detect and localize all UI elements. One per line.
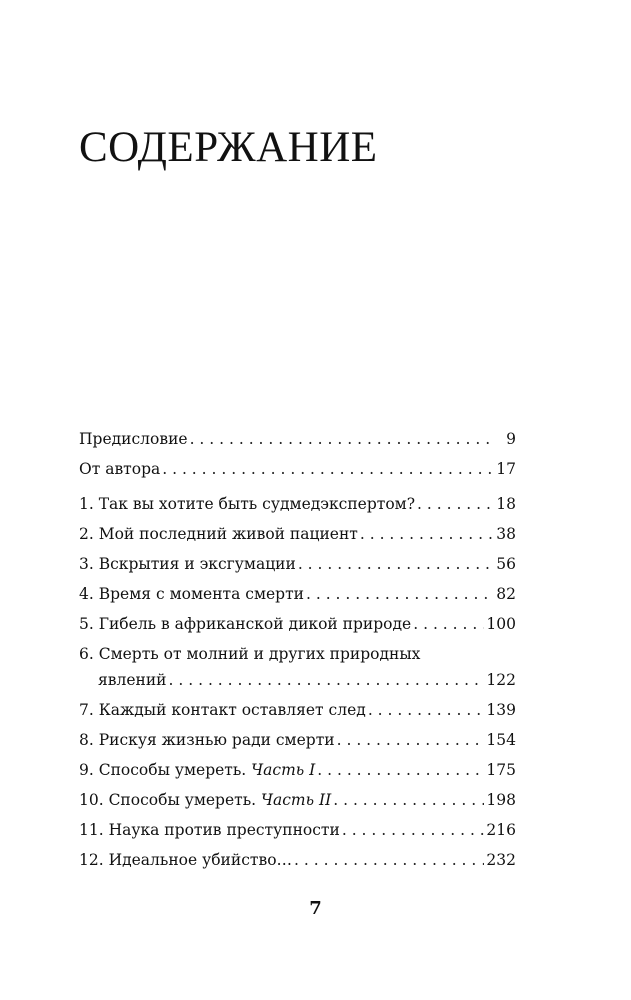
dot-leader [298, 549, 494, 579]
dot-leader [333, 785, 484, 815]
toc-entry-title: 12. Идеальное убийство… [79, 851, 293, 869]
toc-entry-title-italic: Часть I [251, 761, 316, 779]
dot-leader [306, 579, 494, 609]
toc-entry-title: 7. Каждый контакт оставляет след [79, 701, 366, 719]
toc-entry-from-author[interactable] [79, 454, 516, 484]
page-title: СОДЕРЖАНИЕ [79, 124, 378, 171]
toc-entry-chapter-3[interactable] [79, 549, 516, 579]
toc-entry-page: 198 [486, 791, 516, 809]
toc-entry-page: 82 [496, 585, 516, 603]
toc-entry-title: 2. Мой последний живой пациент [79, 525, 358, 543]
dot-leader [169, 665, 485, 695]
toc-entry-preface[interactable] [79, 424, 516, 454]
dot-leader [417, 489, 494, 519]
toc-entry-page: 18 [496, 495, 516, 513]
toc-entry-chapter-5[interactable] [79, 609, 516, 639]
toc-entry-title: 4. Время с момента смерти [79, 585, 304, 603]
toc-entry-title: 10. Способы умереть. Часть II [79, 791, 332, 809]
toc-entry-page: 232 [486, 851, 516, 869]
toc-entry-title: Предисловие [79, 430, 188, 448]
toc-entry-page: 38 [496, 525, 516, 543]
toc-entry-title: 1. Так вы хотите быть судмедэкспертом? [79, 495, 416, 513]
dot-leader [162, 454, 494, 484]
page-number: 7 [309, 898, 322, 919]
toc-entry-chapter-12[interactable] [79, 845, 516, 875]
toc-entry-page: 9 [506, 430, 516, 448]
dot-leader [413, 609, 484, 639]
toc-entry-chapter-10[interactable] [79, 785, 516, 815]
dot-leader [360, 519, 494, 549]
toc-entry-title: 9. Способы умереть. Часть I [79, 761, 316, 779]
toc-entry-page: 216 [486, 821, 516, 839]
toc-entry-chapter-1[interactable] [79, 489, 516, 519]
toc-entry-chapter-4[interactable] [79, 579, 516, 609]
toc-entry-page: 154 [486, 731, 516, 749]
dot-leader [190, 424, 496, 454]
dot-leader [342, 815, 485, 845]
toc-entry-page: 17 [496, 460, 516, 478]
toc-entry-page: 56 [496, 555, 516, 573]
toc-entry-title-italic: Часть II [261, 791, 332, 809]
toc-entry-chapter-8[interactable] [79, 725, 516, 755]
toc-entry-title: 8. Рискуя жизнью ради смерти [79, 731, 335, 749]
toc-entry-title: 6. Смерть от молний и других природных [79, 645, 421, 663]
toc-entry-page: 139 [486, 701, 516, 719]
toc-entry-chapter-6[interactable] [79, 639, 516, 695]
dot-leader [368, 695, 485, 725]
toc-entry-page: 122 [486, 671, 516, 689]
dot-leader [294, 845, 484, 875]
toc-entry-title: 3. Вскрытия и эксгумации [79, 555, 296, 573]
dot-leader [317, 755, 484, 785]
toc-entry-page: 175 [486, 761, 516, 779]
toc-entry-chapter-7[interactable] [79, 695, 516, 725]
toc-entry-title: 11. Наука против преступности [79, 821, 340, 839]
toc-entry-chapter-9[interactable] [79, 755, 516, 785]
toc-entry-title: От автора [79, 460, 161, 478]
dot-leader [337, 725, 485, 755]
toc-entry-title: 5. Гибель в африканской дикой природе [79, 615, 412, 633]
toc-entry-chapter-2[interactable] [79, 519, 516, 549]
toc-entry-chapter-11[interactable] [79, 815, 516, 845]
toc-entry-page: 100 [486, 615, 516, 633]
toc-entry-title-continued: явлений [98, 671, 167, 689]
table-of-contents [79, 424, 516, 875]
